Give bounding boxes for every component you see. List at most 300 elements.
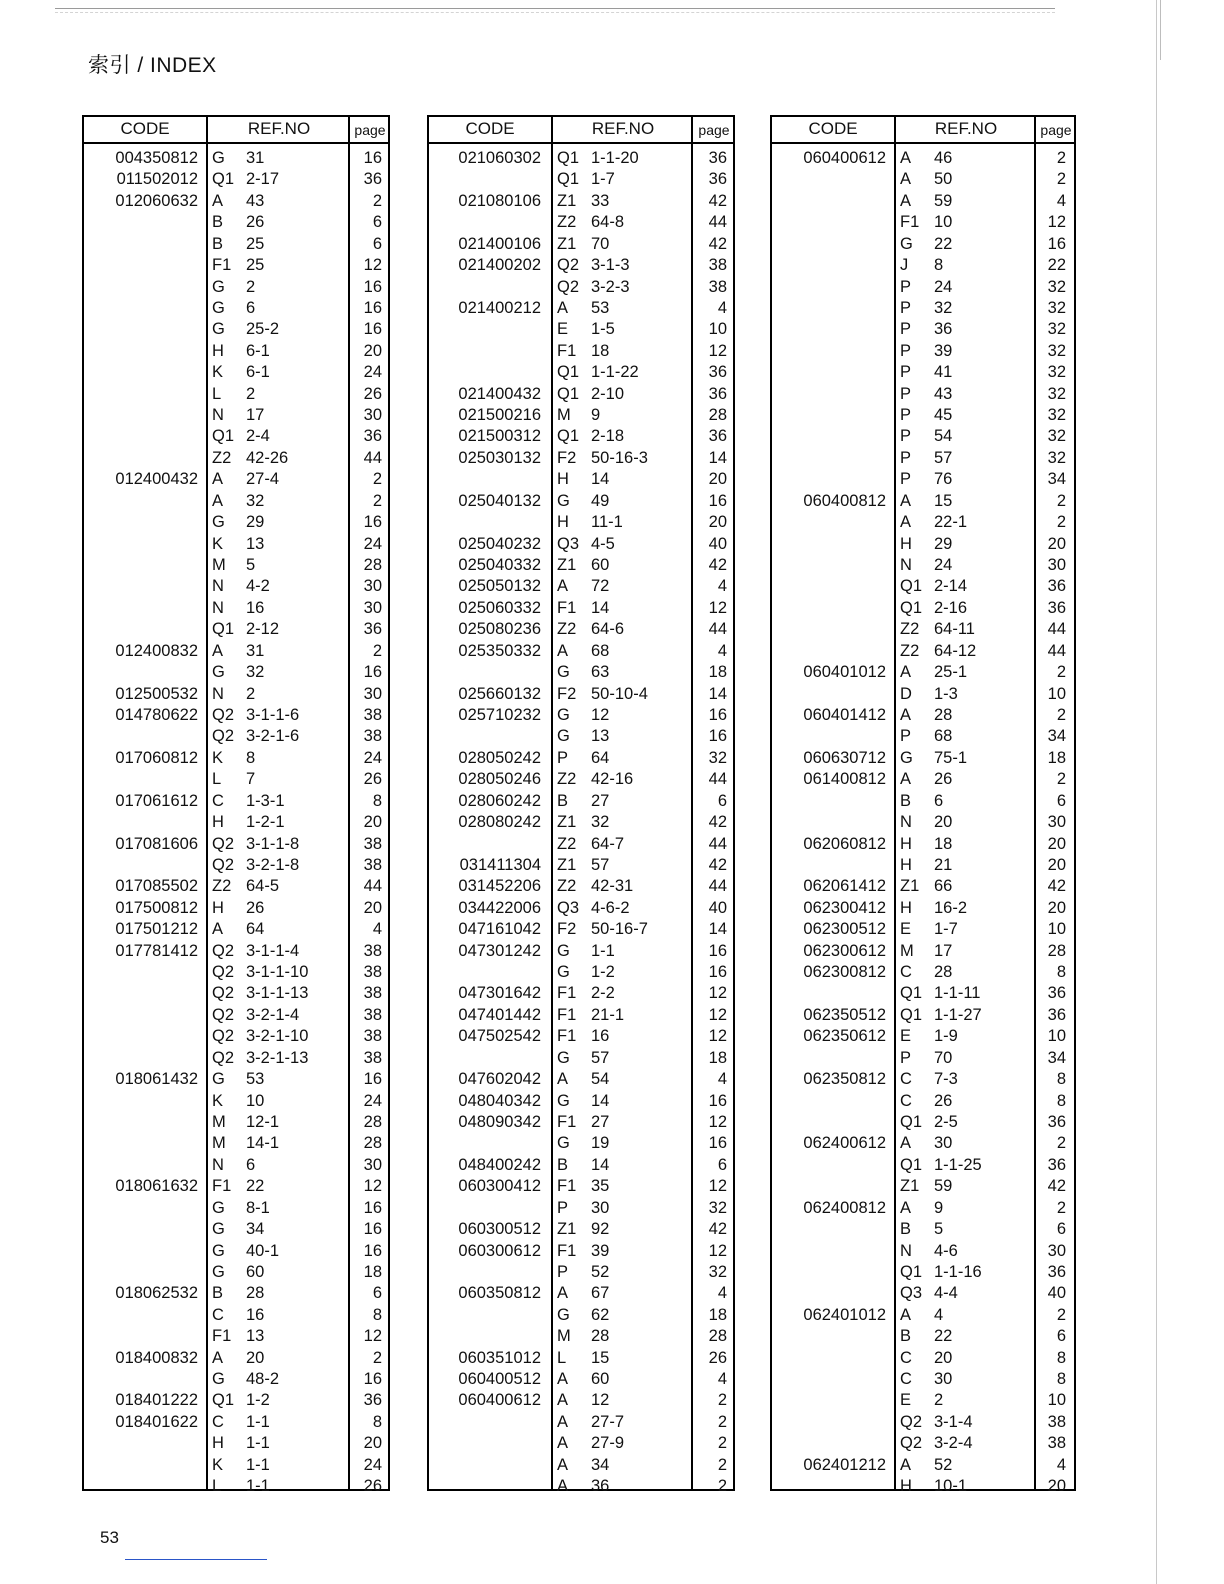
ref-cell bbox=[896, 1005, 1034, 1026]
page-cell: 44 bbox=[1047, 620, 1066, 639]
page-cell: 24 bbox=[363, 748, 382, 767]
ref-number: 1-9 bbox=[934, 1027, 958, 1046]
ref-cell bbox=[553, 512, 691, 533]
page-cell: 2 bbox=[1056, 663, 1066, 682]
ref-cell bbox=[896, 705, 1034, 726]
ref-group: A bbox=[900, 513, 912, 532]
ref-group: E bbox=[900, 1391, 912, 1410]
page-cell: 16 bbox=[363, 1198, 382, 1217]
code-cell: 047401442 bbox=[458, 1005, 541, 1024]
ref-cell bbox=[208, 834, 348, 855]
page-cell: 18 bbox=[708, 663, 727, 682]
ref-number: 64-8 bbox=[591, 213, 625, 232]
code-cell bbox=[84, 1241, 198, 1262]
code-cell bbox=[429, 1412, 541, 1433]
code-cell bbox=[772, 1219, 886, 1240]
code-cell: 004350812 bbox=[115, 149, 198, 167]
ref-column bbox=[896, 148, 1034, 1498]
page-cell: 2 bbox=[717, 1391, 727, 1410]
code-cell bbox=[429, 341, 541, 362]
code-cell: 025040332 bbox=[458, 556, 541, 575]
ref-group: G bbox=[212, 1262, 225, 1281]
code-cell: 062350812 bbox=[803, 1070, 886, 1089]
code-cell: 012400832 bbox=[115, 641, 198, 660]
ref-group: F1 bbox=[557, 984, 577, 1003]
ref-cell bbox=[553, 148, 691, 169]
ref-cell bbox=[208, 1283, 348, 1304]
ref-number: 13 bbox=[246, 1327, 265, 1346]
ref-cell bbox=[208, 469, 348, 490]
ref-group: A bbox=[900, 170, 912, 189]
ref-group: A bbox=[900, 1305, 912, 1324]
ref-number: 64-12 bbox=[934, 641, 977, 660]
ref-number: 3-1-1-6 bbox=[246, 705, 300, 724]
ref-cell bbox=[896, 255, 1034, 276]
code-cell bbox=[772, 1048, 886, 1069]
ref-group: K bbox=[212, 534, 224, 553]
ref-number: 53 bbox=[246, 1070, 265, 1089]
code-cell bbox=[84, 662, 198, 683]
page-cell: 26 bbox=[708, 1348, 727, 1367]
ref-number: 13 bbox=[591, 727, 610, 746]
ref-number: 14 bbox=[591, 1155, 610, 1174]
ref-number: 36 bbox=[591, 1477, 610, 1496]
page-cell: 8 bbox=[1056, 1370, 1066, 1389]
code-cell bbox=[772, 534, 886, 555]
ref-number: 57 bbox=[591, 1048, 610, 1067]
page-cell: 44 bbox=[708, 770, 727, 789]
ref-group: Q2 bbox=[212, 1027, 235, 1046]
code-cell bbox=[429, 834, 541, 855]
ref-number: 4-4 bbox=[934, 1284, 958, 1303]
page-cell: 30 bbox=[1047, 556, 1066, 575]
page-cell: 4 bbox=[717, 1370, 727, 1389]
ref-number: 2 bbox=[246, 277, 256, 296]
ref-number: 21-1 bbox=[591, 1005, 625, 1024]
ref-group: Q2 bbox=[212, 834, 235, 853]
ref-number: 46 bbox=[934, 149, 953, 167]
ref-group: G bbox=[557, 1134, 570, 1153]
ref-cell bbox=[208, 1091, 348, 1112]
ref-cell bbox=[553, 1048, 691, 1069]
ref-group: Q2 bbox=[212, 705, 235, 724]
ref-cell bbox=[208, 1198, 348, 1219]
code-cell bbox=[772, 319, 886, 340]
code-cell: 034422006 bbox=[458, 898, 541, 917]
ref-group: Q2 bbox=[212, 941, 235, 960]
ref-number: 64-7 bbox=[591, 834, 625, 853]
ref-group: C bbox=[900, 1091, 912, 1110]
ref-cell bbox=[896, 834, 1034, 855]
ref-cell bbox=[208, 598, 348, 619]
page-cell: 2 bbox=[1056, 770, 1066, 789]
code-cell bbox=[84, 1433, 198, 1454]
code-cell bbox=[84, 962, 198, 983]
page-cell: 20 bbox=[363, 813, 382, 832]
page-cell: 30 bbox=[363, 577, 382, 596]
code-cell: 017781412 bbox=[115, 941, 198, 960]
ref-cell bbox=[896, 855, 1034, 876]
page-cell: 2 bbox=[1056, 170, 1066, 189]
code-cell bbox=[84, 555, 198, 576]
ref-number: 8 bbox=[934, 256, 944, 275]
page-cell: 2 bbox=[717, 1477, 727, 1496]
page-cell: 36 bbox=[1047, 1112, 1066, 1131]
page-cell: 16 bbox=[363, 663, 382, 682]
page-cell: 24 bbox=[363, 1091, 382, 1110]
code-cell bbox=[772, 855, 886, 876]
ref-group: G bbox=[212, 149, 225, 167]
ref-cell bbox=[208, 1048, 348, 1069]
page-cell: 28 bbox=[1047, 941, 1066, 960]
ref-group: P bbox=[900, 298, 912, 317]
page-cell: 6 bbox=[1056, 1327, 1066, 1346]
code-cell: 047161042 bbox=[458, 920, 541, 939]
ref-cell bbox=[208, 876, 348, 897]
ref-cell bbox=[553, 919, 691, 940]
page-cell: 38 bbox=[363, 834, 382, 853]
ref-number: 20 bbox=[934, 1348, 953, 1367]
page-cell: 32 bbox=[708, 748, 727, 767]
ref-number: 2-14 bbox=[934, 577, 968, 596]
ref-number: 15 bbox=[934, 491, 953, 510]
page-cell: 30 bbox=[363, 598, 382, 617]
ref-cell bbox=[896, 1112, 1034, 1133]
page-cell: 36 bbox=[363, 620, 382, 639]
code-cell bbox=[84, 362, 198, 383]
ref-group: G bbox=[900, 234, 913, 253]
ref-cell bbox=[896, 1262, 1034, 1283]
ref-group: N bbox=[212, 1155, 224, 1174]
ref-number: 1-1-11 bbox=[934, 984, 981, 1003]
ref-cell bbox=[896, 1241, 1034, 1262]
ref-cell bbox=[553, 1455, 691, 1476]
ref-group: Q1 bbox=[557, 363, 580, 382]
ref-number: 3-1-1-13 bbox=[246, 984, 309, 1003]
ref-group: A bbox=[557, 1434, 569, 1453]
page-cell: 2 bbox=[372, 491, 382, 510]
page-cell: 18 bbox=[708, 1048, 727, 1067]
ref-cell bbox=[896, 791, 1034, 812]
ref-cell bbox=[208, 1069, 348, 1090]
code-cell bbox=[429, 212, 541, 233]
ref-number: 3-2-1-13 bbox=[246, 1048, 309, 1067]
ref-cell bbox=[553, 619, 691, 640]
ref-number: 39 bbox=[591, 1241, 610, 1260]
code-cell bbox=[772, 426, 886, 447]
page-cell: 6 bbox=[372, 1284, 382, 1303]
ref-group: P bbox=[900, 277, 912, 296]
code-cell bbox=[772, 555, 886, 576]
page-cell: 44 bbox=[708, 877, 727, 896]
ref-cell bbox=[553, 705, 691, 726]
ref-number: 22-1 bbox=[934, 513, 968, 532]
ref-group: Q1 bbox=[212, 1391, 235, 1410]
ref-cell bbox=[896, 1219, 1034, 1240]
ref-group: A bbox=[900, 663, 912, 682]
ref-number: 30 bbox=[591, 1198, 610, 1217]
ref-number: 42-31 bbox=[591, 877, 634, 896]
ref-cell bbox=[553, 962, 691, 983]
ref-group: L bbox=[212, 1477, 222, 1496]
page-cell: 6 bbox=[717, 1155, 727, 1174]
ref-group: A bbox=[557, 1412, 569, 1431]
ref-number: 28 bbox=[591, 1327, 610, 1346]
ref-group: N bbox=[212, 406, 224, 425]
ref-number: 32 bbox=[246, 491, 265, 510]
ref-cell bbox=[896, 769, 1034, 790]
code-cell bbox=[772, 191, 886, 212]
code-cell bbox=[84, 1326, 198, 1347]
page-edge bbox=[1156, 0, 1157, 1584]
code-cell bbox=[772, 791, 886, 812]
code-cell bbox=[772, 234, 886, 255]
ref-cell bbox=[896, 748, 1034, 769]
ref-group: Q1 bbox=[900, 598, 923, 617]
page-cell: 24 bbox=[363, 534, 382, 553]
ref-number: 13 bbox=[246, 534, 265, 553]
code-cell bbox=[84, 277, 198, 298]
ref-cell bbox=[896, 662, 1034, 683]
ref-group: C bbox=[212, 791, 224, 810]
ref-cell bbox=[553, 491, 691, 512]
ref-cell bbox=[208, 684, 348, 705]
ref-cell bbox=[896, 426, 1034, 447]
code-cell bbox=[84, 1262, 198, 1283]
page-cell: 22 bbox=[1047, 256, 1066, 275]
ref-cell bbox=[553, 1241, 691, 1262]
ref-cell bbox=[896, 298, 1034, 319]
ref-number: 2-4 bbox=[246, 427, 270, 446]
ref-number: 64-5 bbox=[246, 877, 280, 896]
ref-group: Q3 bbox=[557, 534, 580, 553]
code-cell: 060351012 bbox=[458, 1348, 541, 1367]
ref-cell bbox=[553, 191, 691, 212]
code-cell bbox=[429, 1476, 541, 1497]
page-cell: 24 bbox=[363, 1455, 382, 1474]
code-cell: 021400432 bbox=[458, 384, 541, 403]
ref-number: 54 bbox=[934, 427, 953, 446]
ref-cell bbox=[896, 534, 1034, 555]
ref-number: 68 bbox=[934, 727, 953, 746]
page-cell: 32 bbox=[1047, 341, 1066, 360]
ref-group: Z2 bbox=[557, 620, 577, 639]
ref-group: Z2 bbox=[900, 641, 920, 660]
page-cell: 12 bbox=[708, 341, 727, 360]
ref-cell bbox=[208, 384, 348, 405]
ref-group: G bbox=[557, 1048, 570, 1067]
code-cell bbox=[429, 362, 541, 383]
ref-group: Q2 bbox=[212, 727, 235, 746]
ref-group: Z1 bbox=[557, 813, 577, 832]
ref-group: Z1 bbox=[557, 191, 577, 210]
ref-number: 17 bbox=[246, 406, 265, 425]
ref-cell bbox=[896, 619, 1034, 640]
code-cell bbox=[84, 726, 198, 747]
ref-number: 2-10 bbox=[591, 384, 625, 403]
ref-cell bbox=[553, 662, 691, 683]
page-column bbox=[350, 148, 382, 1498]
code-cell: 025060332 bbox=[458, 598, 541, 617]
ref-group: F1 bbox=[212, 1177, 232, 1196]
code-cell bbox=[429, 962, 541, 983]
ref-group: H bbox=[900, 534, 912, 553]
ref-number: 43 bbox=[246, 191, 265, 210]
ref-number: 35 bbox=[591, 1177, 610, 1196]
ref-group: Q1 bbox=[900, 1112, 923, 1131]
footer-rule bbox=[125, 1559, 267, 1560]
header-code: CODE bbox=[808, 119, 858, 138]
page-cell: 2 bbox=[372, 470, 382, 489]
ref-cell bbox=[553, 1005, 691, 1026]
ref-group: M bbox=[557, 1327, 571, 1346]
ref-group: A bbox=[212, 641, 224, 660]
code-cell: 017061612 bbox=[115, 791, 198, 810]
ref-group: G bbox=[212, 277, 225, 296]
ref-number: 28 bbox=[934, 963, 953, 982]
page-cell: 16 bbox=[363, 149, 382, 167]
ref-cell bbox=[553, 684, 691, 705]
ref-cell bbox=[553, 319, 691, 340]
ref-number: 67 bbox=[591, 1284, 610, 1303]
ref-group: H bbox=[212, 1434, 224, 1453]
code-cell bbox=[84, 576, 198, 597]
code-cell: 025350332 bbox=[458, 641, 541, 660]
ref-group: B bbox=[212, 213, 224, 232]
code-cell: 021400106 bbox=[458, 234, 541, 253]
ref-group: N bbox=[900, 813, 912, 832]
code-cell bbox=[84, 426, 198, 447]
code-cell: 021400212 bbox=[458, 298, 541, 317]
ref-number: 34 bbox=[246, 1220, 265, 1239]
ref-cell bbox=[553, 1091, 691, 1112]
ref-number: 21 bbox=[934, 855, 953, 874]
code-cell bbox=[84, 1112, 198, 1133]
index-table-3 bbox=[770, 115, 1076, 1496]
page-cell: 16 bbox=[363, 1370, 382, 1389]
ref-group: G bbox=[212, 298, 225, 317]
ref-group: Q1 bbox=[900, 1155, 923, 1174]
ref-cell bbox=[896, 898, 1034, 919]
code-cell: 018062532 bbox=[115, 1284, 198, 1303]
ref-number: 2 bbox=[246, 384, 256, 403]
ref-cell bbox=[896, 684, 1034, 705]
ref-number: 10-1 bbox=[934, 1477, 968, 1496]
ref-cell bbox=[208, 983, 348, 1004]
page-cell: 42 bbox=[708, 855, 727, 874]
ref-group: G bbox=[557, 963, 570, 982]
ref-group: F1 bbox=[557, 598, 577, 617]
ref-number: 2-17 bbox=[246, 170, 280, 189]
ref-group: G bbox=[212, 663, 225, 682]
page-cell: 12 bbox=[708, 1177, 727, 1196]
ref-group: A bbox=[212, 470, 224, 489]
ref-number: 26 bbox=[246, 898, 265, 917]
ref-group: F1 bbox=[212, 256, 232, 275]
ref-cell bbox=[896, 341, 1034, 362]
code-cell bbox=[772, 1176, 886, 1197]
ref-number: 1-2 bbox=[591, 963, 615, 982]
page-cell: 16 bbox=[363, 1241, 382, 1260]
ref-number: 52 bbox=[591, 1262, 610, 1281]
page-cell: 44 bbox=[708, 620, 727, 639]
ref-number: 29 bbox=[246, 513, 265, 532]
ref-column bbox=[553, 148, 691, 1498]
ref-cell bbox=[896, 1026, 1034, 1047]
ref-number: 60 bbox=[246, 1262, 265, 1281]
ref-cell bbox=[208, 534, 348, 555]
ref-number: 3-2-1-8 bbox=[246, 855, 300, 874]
ref-cell bbox=[208, 491, 348, 512]
page-column bbox=[1036, 148, 1066, 1498]
ref-number: 8 bbox=[246, 748, 256, 767]
ref-group: B bbox=[557, 791, 569, 810]
code-cell bbox=[772, 1112, 886, 1133]
ref-group: L bbox=[557, 1348, 567, 1367]
ref-number: 1-1 bbox=[246, 1434, 270, 1453]
ref-number: 14 bbox=[591, 1091, 610, 1110]
ref-number: 3-2-3 bbox=[591, 277, 630, 296]
code-cell: 021060302 bbox=[458, 149, 541, 167]
ref-group: Q1 bbox=[212, 427, 235, 446]
ref-number: 1-7 bbox=[591, 170, 615, 189]
page-cell: 16 bbox=[363, 1070, 382, 1089]
ref-group: H bbox=[212, 898, 224, 917]
ref-group: Q1 bbox=[900, 1005, 923, 1024]
page-cell: 4 bbox=[372, 920, 382, 939]
code-cell bbox=[772, 1476, 886, 1497]
code-cell bbox=[84, 769, 198, 790]
page-cell: 2 bbox=[717, 1455, 727, 1474]
ref-cell bbox=[896, 148, 1034, 169]
page-cell: 36 bbox=[363, 427, 382, 446]
code-cell bbox=[429, 1262, 541, 1283]
ref-cell bbox=[896, 962, 1034, 983]
page-cell: 42 bbox=[708, 1220, 727, 1239]
ref-number: 6 bbox=[246, 1155, 256, 1174]
ref-number: 6 bbox=[934, 791, 944, 810]
page-cell: 38 bbox=[363, 963, 382, 982]
ref-group: H bbox=[557, 513, 569, 532]
page-cell: 18 bbox=[363, 1262, 382, 1281]
ref-number: 1-3-1 bbox=[246, 791, 285, 810]
page-cell: 30 bbox=[363, 406, 382, 425]
page-cell: 12 bbox=[363, 1327, 382, 1346]
ref-group: K bbox=[212, 1455, 224, 1474]
code-cell: 012500532 bbox=[115, 684, 198, 703]
ref-number: 3-1-4 bbox=[934, 1412, 973, 1431]
ref-group: G bbox=[212, 320, 225, 339]
page-cell: 42 bbox=[708, 191, 727, 210]
page-cell: 38 bbox=[708, 256, 727, 275]
ref-cell bbox=[896, 469, 1034, 490]
ref-group: Z1 bbox=[557, 855, 577, 874]
code-cell: 061400812 bbox=[803, 770, 886, 789]
ref-cell bbox=[208, 255, 348, 276]
code-cell: 062300412 bbox=[803, 898, 886, 917]
page-cell: 16 bbox=[708, 1134, 727, 1153]
ref-cell bbox=[208, 1176, 348, 1197]
ref-group: H bbox=[900, 1477, 912, 1496]
ref-number: 64-6 bbox=[591, 620, 625, 639]
ref-cell bbox=[553, 1283, 691, 1304]
ref-number: 1-1 bbox=[246, 1455, 270, 1474]
page-cell: 16 bbox=[363, 1220, 382, 1239]
code-cell: 060401012 bbox=[803, 663, 886, 682]
code-cell bbox=[772, 1283, 886, 1304]
ref-number: 2 bbox=[934, 1391, 944, 1410]
code-cell: 012400432 bbox=[115, 470, 198, 489]
